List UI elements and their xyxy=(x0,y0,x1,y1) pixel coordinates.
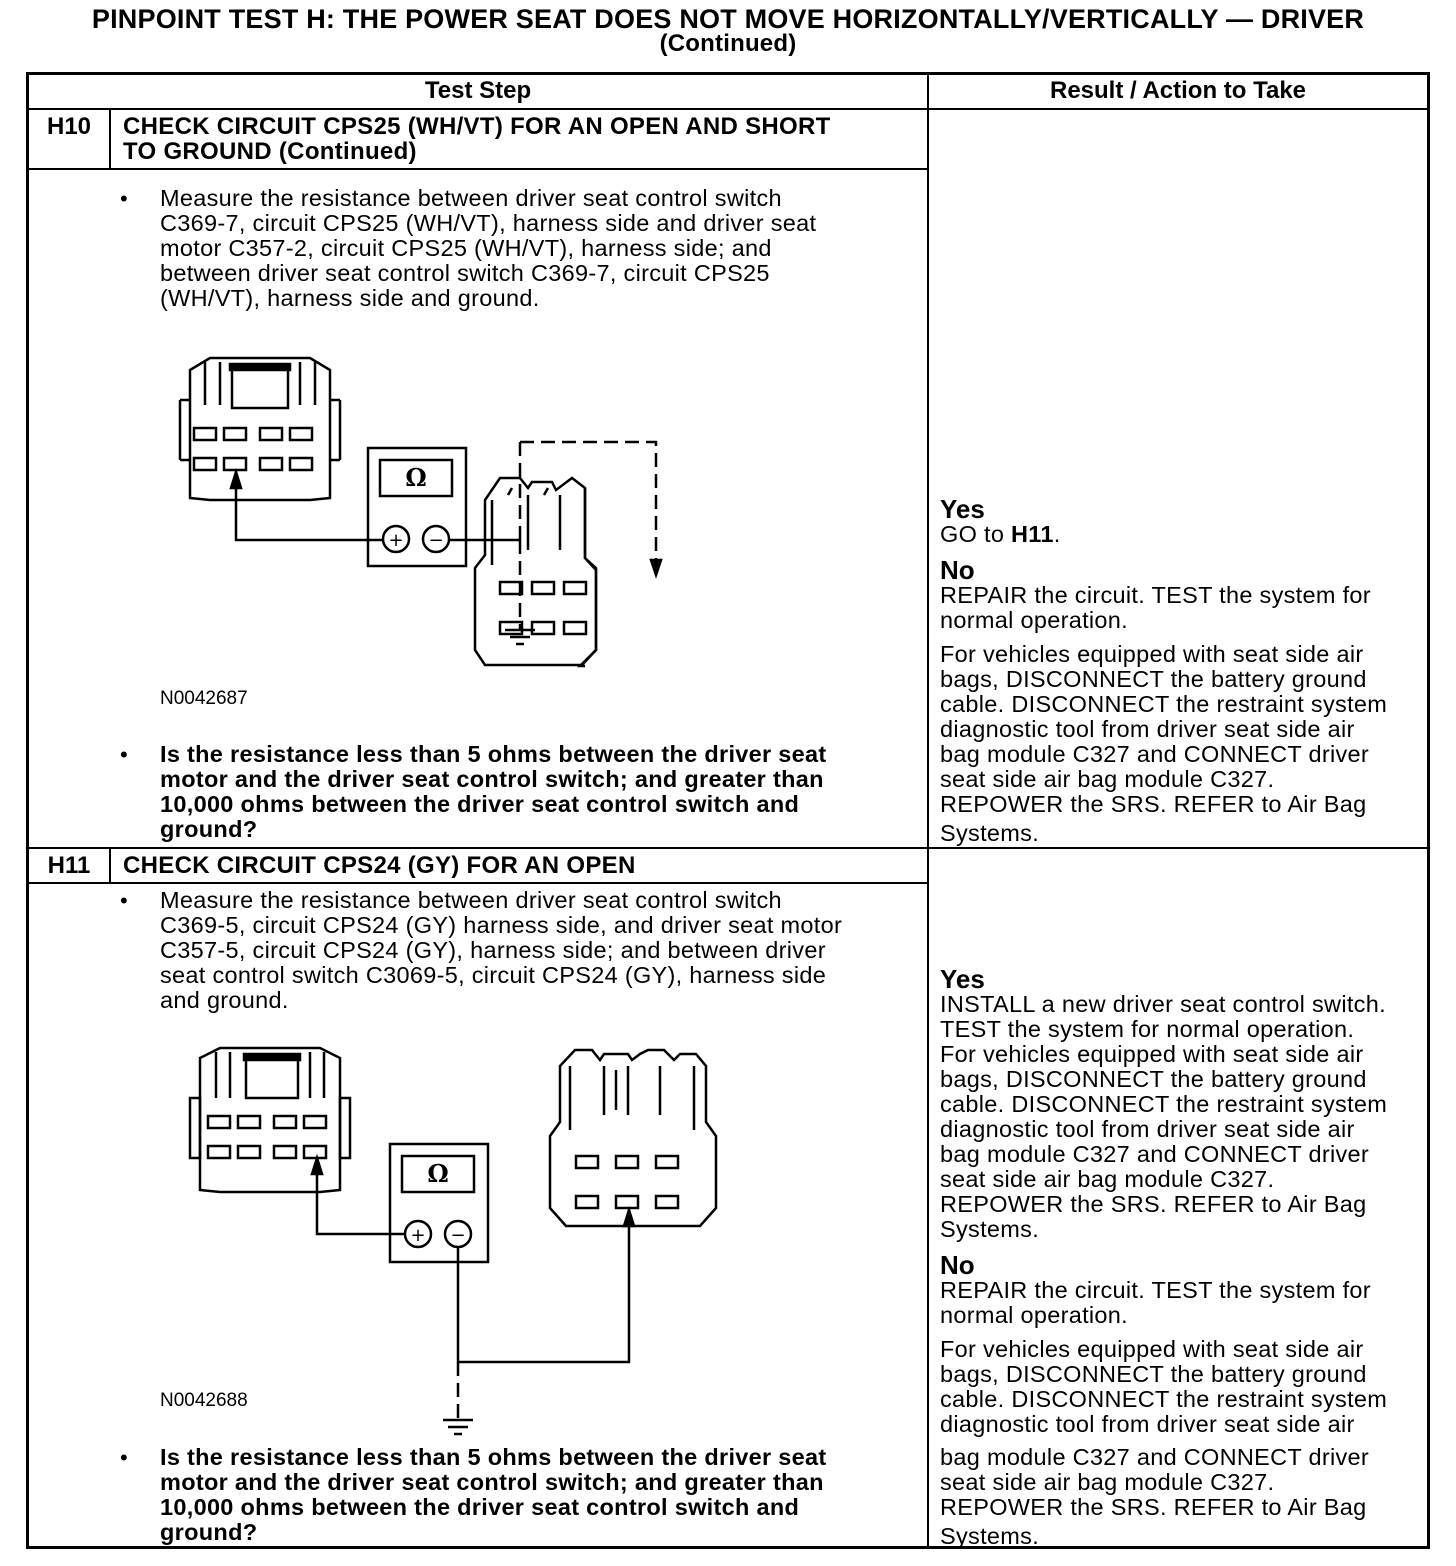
h11-question-line: motor and the driver seat control switch; and greater than xyxy=(160,1469,824,1495)
h11-step-line: Measure the resistance between driver seat control switch xyxy=(160,887,782,913)
h10-note-line: bag module C327 and CONNECT driver xyxy=(940,741,1370,767)
h11-yes-line: bag module C327 and CONNECT driver xyxy=(940,1141,1370,1167)
h11-step-line: C357-5, circuit CPS24 (GY), harness side; and between driver xyxy=(160,937,826,963)
h11-meter-plus: + xyxy=(410,1225,426,1246)
title-continued: (Continued) xyxy=(659,30,797,57)
h11-yes-line: INSTALL a new driver seat control switch. xyxy=(940,991,1386,1017)
h11-yes-line: TEST the system for normal operation. xyxy=(940,1016,1355,1042)
h11-step-line: seat control switch C3069-5, circuit CPS24 (GY), harness side xyxy=(160,962,827,988)
h11-id-divider xyxy=(109,847,111,884)
h11-note-line: bags, DISCONNECT the battery ground xyxy=(940,1361,1367,1387)
h10-title-border xyxy=(27,168,929,170)
h11-no-label: No xyxy=(940,1250,975,1280)
switch-connector-c369 xyxy=(180,358,340,500)
h10-question-line: 10,000 ohms between the driver seat control switch and xyxy=(160,791,800,817)
col-header-test-step: Test Step xyxy=(424,77,532,104)
table-right-border xyxy=(1427,72,1430,1549)
h10-note-line: bags, DISCONNECT the battery ground xyxy=(940,666,1367,692)
h11-question-line: 10,000 ohms between the driver seat control switch and xyxy=(160,1494,800,1520)
h10-step-id: H10 xyxy=(46,113,92,140)
h11-yes-line: REPOWER the SRS. REFER to Air Bag xyxy=(940,1191,1367,1217)
h10-no-line: normal operation. xyxy=(940,607,1128,633)
h11-step-line: and ground. xyxy=(160,987,289,1013)
h10-question-line: Is the resistance less than 5 ohms between the driver seat xyxy=(160,741,827,767)
h10-step-title xyxy=(123,114,923,164)
h10-yes-action xyxy=(940,522,1061,547)
h10-h11-divider xyxy=(27,847,1429,849)
h10-meter-symbol: Ω xyxy=(405,463,427,492)
header-bottom-border xyxy=(27,108,1429,110)
h11-wiring-diagram xyxy=(180,1040,720,1400)
switch-connector-c369 xyxy=(190,1048,350,1192)
h10-note-line: seat side air bag module C327. xyxy=(940,766,1275,792)
motor-connector-c357 xyxy=(550,1050,716,1226)
h11-note-line: seat side air bag module C327. xyxy=(940,1469,1275,1495)
h10-yes-go: GO to xyxy=(940,521,1012,547)
h11-instructions xyxy=(160,888,920,1013)
ohmmeter xyxy=(368,448,466,566)
h11-no-line: REPAIR the circuit. TEST the system for xyxy=(940,1277,1371,1303)
h10-note-line: For vehicles equipped with seat side air xyxy=(940,641,1364,667)
h11-yes-line: bags, DISCONNECT the battery ground xyxy=(940,1066,1367,1092)
h10-title-line: CHECK CIRCUIT CPS25 (WH/VT) FOR AN OPEN AND SHORT xyxy=(123,113,831,140)
h11-note-line: Systems. xyxy=(940,1523,1040,1549)
h10-question-bullet: • xyxy=(120,742,128,767)
h11-meter-symbol: Ω xyxy=(427,1159,449,1188)
motor-connector-c357 xyxy=(470,478,600,670)
h10-note-line: REPOWER the SRS. REFER to Air Bag xyxy=(940,791,1367,817)
h11-question xyxy=(160,1445,920,1545)
h11-yes-line: For vehicles equipped with seat side air xyxy=(940,1041,1364,1067)
h11-note-line: For vehicles equipped with seat side air xyxy=(940,1336,1364,1362)
h11-step-line: C369-5, circuit CPS24 (GY) harness side, and driver seat motor xyxy=(160,912,843,938)
h10-note-line: cable. DISCONNECT the restraint system xyxy=(940,691,1388,717)
h11-yes-action xyxy=(940,992,1387,1242)
title-main: PINPOINT TEST H: THE POWER SEAT DOES NOT MOVE HORIZONTALLY/VERTICALLY — DRIVER xyxy=(91,4,1365,34)
h10-id-divider xyxy=(109,108,111,170)
h11-yes-line: Systems. xyxy=(940,1216,1040,1242)
h10-step-line: between driver seat control switch C369-7, circuit CPS25 xyxy=(160,260,770,286)
h11-figure-id: N0042688 xyxy=(160,1390,248,1411)
h11-bullet: • xyxy=(120,888,128,913)
column-divider xyxy=(927,72,929,1549)
table-left-border xyxy=(26,72,29,1549)
h11-note-line: cable. DISCONNECT the restraint system xyxy=(940,1386,1388,1412)
h11-note-line: bag module C327 and CONNECT driver xyxy=(940,1444,1370,1470)
h10-no-line: REPAIR the circuit. TEST the system for xyxy=(940,582,1371,608)
h11-note-line: REPOWER the SRS. REFER to Air Bag xyxy=(940,1494,1367,1520)
h11-yes-label: Yes xyxy=(940,964,985,994)
h10-no-label: No xyxy=(940,555,975,585)
h11-yes-line: cable. DISCONNECT the restraint system xyxy=(940,1091,1388,1117)
h10-question xyxy=(160,742,920,842)
h11-meter-minus: − xyxy=(450,1225,466,1246)
h10-yes-period: . xyxy=(1053,521,1061,547)
h10-step-line: C369-7, circuit CPS25 (WH/VT), harness side and driver seat xyxy=(160,210,817,236)
h11-no-line: normal operation. xyxy=(940,1302,1128,1328)
h10-note-line: diagnostic tool from driver seat side air xyxy=(940,716,1355,742)
h11-question-bullet: • xyxy=(120,1445,128,1470)
h11-yes-line: diagnostic tool from driver seat side air xyxy=(940,1116,1355,1142)
h10-meter-minus: − xyxy=(428,530,444,551)
h10-wiring-diagram xyxy=(160,350,620,680)
h10-bullet: • xyxy=(120,186,128,211)
h10-note-line: Systems. xyxy=(940,820,1040,846)
h10-step-line: Measure the resistance between driver seat control switch xyxy=(160,185,782,211)
h11-title-border xyxy=(27,882,929,884)
h10-step-line: motor C357-2, circuit CPS25 (WH/VT), harness side; and xyxy=(160,235,772,261)
h11-step-id: H11 xyxy=(47,852,91,879)
h10-instructions xyxy=(160,186,920,311)
h11-question-line: Is the resistance less than 5 ohms between the driver seat xyxy=(160,1444,827,1470)
h10-yes-target[interactable]: H11 xyxy=(1011,521,1054,547)
page-title xyxy=(0,6,1456,56)
h10-figure-id: N0042687 xyxy=(160,688,248,709)
h11-question-line: ground? xyxy=(160,1519,258,1545)
h10-title-line: TO GROUND (Continued) xyxy=(123,138,417,165)
h10-question-line: motor and the driver seat control switch; and greater than xyxy=(160,766,824,792)
h10-srs-note xyxy=(940,642,1387,846)
ohmmeter xyxy=(390,1144,488,1262)
h11-no-action xyxy=(940,1278,1371,1328)
h11-yes-line: seat side air bag module C327. xyxy=(940,1166,1275,1192)
h10-meter-plus: + xyxy=(388,530,404,551)
col-header-result: Result / Action to Take xyxy=(1049,77,1307,104)
h10-yes-label: Yes xyxy=(940,494,985,524)
h10-no-action xyxy=(940,583,1371,633)
h11-step-title: CHECK CIRCUIT CPS24 (GY) FOR AN OPEN xyxy=(123,852,636,879)
table-top-border xyxy=(27,72,1429,75)
h10-question-line: ground? xyxy=(160,816,258,842)
h11-srs-note xyxy=(940,1337,1387,1549)
h11-note-line: diagnostic tool from driver seat side air xyxy=(940,1411,1355,1437)
h10-step-line: (WH/VT), harness side and ground. xyxy=(160,285,540,311)
